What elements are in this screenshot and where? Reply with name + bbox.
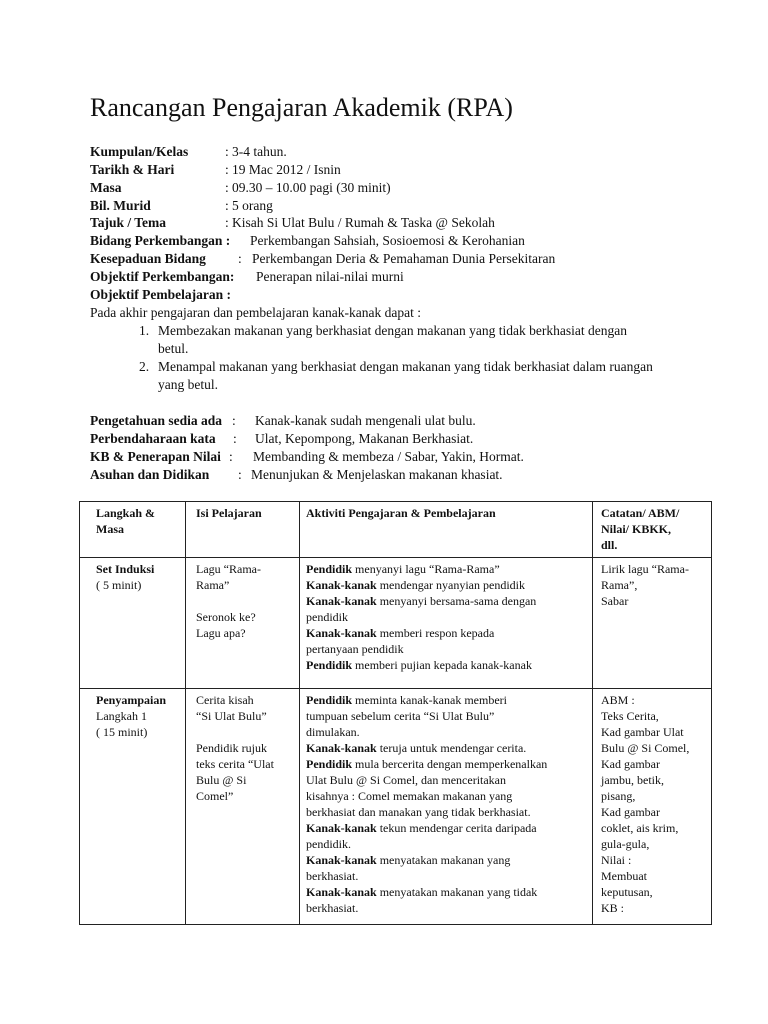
info-line xyxy=(90,286,710,304)
info-label: Kesepaduan Bidang xyxy=(90,251,206,266)
step-name: Penyampaian xyxy=(96,693,167,707)
step-detail: Langkah 1 xyxy=(96,709,147,723)
activity-text: kisahnya : Comel memakan makanan yang xyxy=(306,789,513,803)
activity-text: mendengar nyanyian pendidik xyxy=(376,578,525,592)
objective-text: Membezakan makanan yang berkhasiat dengan makanan yang tidak berkhasiat dengan betul. xyxy=(158,323,627,356)
activity-text: dimulakan. xyxy=(306,725,360,739)
info-line xyxy=(90,214,710,232)
info-value: Perkembangan Deria & Pemahaman Dunia Persekitaran xyxy=(252,251,556,266)
info-colon: : xyxy=(233,431,237,446)
activity-text: berkhasiat. xyxy=(306,869,359,883)
info-colon: : xyxy=(238,467,242,482)
header-catatan xyxy=(593,502,712,558)
activity-text: tumpuan sebelum cerita “Si Ulat Bulu” xyxy=(306,709,495,723)
notes-line: Sabar xyxy=(601,594,629,608)
activity-actor: Pendidik xyxy=(306,693,353,707)
info-line xyxy=(90,197,710,215)
info-label: Masa xyxy=(90,180,122,195)
activity-line xyxy=(306,756,588,772)
info-label: Tajuk / Tema xyxy=(90,215,167,230)
info-label: Perbendaharaan kata xyxy=(90,431,216,446)
activity-actor: Kanak-kanak xyxy=(306,885,377,899)
activity-line xyxy=(306,561,588,577)
content-line: Bulu @ Si xyxy=(196,773,247,787)
objective-text: Menampal makanan yang berkhasiat dengan makanan yang tidak berkhasiat dalam ruangan yang betul. xyxy=(158,359,653,392)
activity-text: memberi pujian kepada kanak-kanak xyxy=(352,658,532,672)
content-line xyxy=(196,724,295,740)
info-value: Kanak-kanak sudah mengenali ulat bulu. xyxy=(255,413,476,428)
activity-text: mula bercerita dengan memperkenalkan xyxy=(352,757,548,771)
notes-line: pisang, xyxy=(601,789,636,803)
info-value: Menunjukan & Menjelaskan makanan khasiat. xyxy=(251,467,503,482)
activity-actor: Kanak-kanak xyxy=(306,741,377,755)
notes-line: Kad gambar xyxy=(601,757,660,771)
activity-text: berkhasiat. xyxy=(306,901,359,915)
info-line xyxy=(90,179,710,197)
activity-actor: Kanak-kanak xyxy=(306,578,377,592)
info-line xyxy=(90,268,710,286)
notes-cell xyxy=(593,689,712,925)
notes-cell xyxy=(593,558,712,689)
activity-actor: Kanak-kanak xyxy=(306,853,377,867)
activity-text: meminta kanak-kanak memberi xyxy=(352,693,507,707)
notes-line: KB : xyxy=(601,901,625,915)
info-colon: : xyxy=(238,251,242,266)
info-label: Objektif Perkembangan: xyxy=(90,269,235,284)
info-value: Kisah Si Ulat Bulu / Rumah & Taska @ Sekolah xyxy=(232,215,495,230)
activity-text: pendidik xyxy=(306,610,348,624)
info-line xyxy=(90,448,710,466)
content-line xyxy=(196,593,295,609)
header-text: Masa xyxy=(96,522,124,536)
activity-text: menyatakan makanan yang xyxy=(376,853,511,867)
info-line xyxy=(90,250,710,268)
activity-line xyxy=(306,657,588,673)
notes-line: Membuat xyxy=(601,869,647,883)
info-value: Ulat, Kepompong, Makanan Berkhasiat. xyxy=(255,431,474,446)
activity-line xyxy=(306,868,588,884)
activity-line xyxy=(306,740,588,756)
notes-line: Bulu @ Si Comel, xyxy=(601,741,690,755)
notes-line: gula-gula, xyxy=(601,837,650,851)
notes-line: coklet, ais krim, xyxy=(601,821,679,835)
activity-line xyxy=(306,772,588,788)
notes-line: Lirik lagu “Rama- xyxy=(601,562,689,576)
header-langkah-masa xyxy=(80,502,186,558)
document-title: Rancangan Pengajaran Akademik (RPA) xyxy=(90,93,513,122)
activity-text: menyatakan makanan yang tidak xyxy=(376,885,538,899)
step-detail: ( 5 minit) xyxy=(96,578,142,592)
info-value: 3-4 tahun. xyxy=(232,144,287,159)
content-line: Rama” xyxy=(196,578,230,592)
info-line xyxy=(90,143,710,161)
notes-line: jambu, betik, xyxy=(601,773,664,787)
activity-actor: Pendidik xyxy=(306,658,353,672)
info-label: Tarikh & Hari xyxy=(90,162,175,177)
content-line: Cerita kisah xyxy=(196,693,254,707)
info-line xyxy=(90,161,710,179)
activity-text: pertanyaan pendidik xyxy=(306,642,404,656)
activity-text: menyanyi bersama-sama dengan xyxy=(376,594,537,608)
content-cell xyxy=(186,689,300,925)
info-label: Kumpulan/Kelas xyxy=(90,144,189,159)
notes-line: Nilai : xyxy=(601,853,632,867)
activity-actor: Kanak-kanak xyxy=(306,821,377,835)
content-line: Comel” xyxy=(196,789,234,803)
content-line: Lagu apa? xyxy=(196,626,246,640)
header-text: Langkah & xyxy=(96,506,156,520)
activity-text: menyanyi lagu “Rama-Rama” xyxy=(352,562,500,576)
content-cell xyxy=(186,558,300,689)
table-row xyxy=(80,689,712,925)
header-text: Catatan/ ABM/ xyxy=(601,506,680,520)
activity-actor: Kanak-kanak xyxy=(306,594,377,608)
activity-cell xyxy=(300,558,593,689)
activity-line xyxy=(306,593,588,609)
info-value: Penerapan nilai-nilai murni xyxy=(256,269,404,284)
objective-intro: Pada akhir pengajaran dan pembelajaran kanak-kanak dapat : xyxy=(90,305,421,320)
header-text: dll. xyxy=(601,538,618,552)
content-line: teks cerita “Ulat xyxy=(196,757,274,771)
activity-line xyxy=(306,836,588,852)
header-text: Nilai/ KBKK, xyxy=(601,522,672,536)
info-value: 09.30 – 10.00 pagi (30 minit) xyxy=(232,180,391,195)
notes-line: ABM : xyxy=(601,693,635,707)
activity-line xyxy=(306,708,588,724)
activity-cell xyxy=(300,689,593,925)
activity-line xyxy=(306,641,588,657)
content-line: Lagu “Rama- xyxy=(196,562,261,576)
content-line: “Si Ulat Bulu” xyxy=(196,709,267,723)
lesson-table xyxy=(79,501,712,925)
info-label: KB & Penerapan Nilai xyxy=(90,449,221,464)
notes-line: Kad gambar Ulat xyxy=(601,725,684,739)
activity-line xyxy=(306,609,588,625)
info-line xyxy=(90,412,710,430)
info-value: 19 Mac 2012 / Isnin xyxy=(232,162,341,177)
activity-text: tekun mendengar cerita daripada xyxy=(376,821,537,835)
header-isi-pelajaran xyxy=(186,502,300,558)
activity-actor: Pendidik xyxy=(306,757,353,771)
activity-line xyxy=(306,884,588,900)
info-line xyxy=(90,466,710,484)
table-header-row xyxy=(80,502,712,558)
activity-line xyxy=(306,577,588,593)
table-row xyxy=(80,558,712,689)
info-label: Pengetahuan sedia ada xyxy=(90,413,223,428)
info-value: 5 orang xyxy=(232,198,273,213)
info-line xyxy=(90,430,710,448)
activity-line xyxy=(306,692,588,708)
activity-text: berkhasiat dan manakan yang tidak berkhasiat. xyxy=(306,805,531,819)
info-colon: : xyxy=(229,449,233,464)
step-cell xyxy=(80,689,186,925)
info-colon: : xyxy=(232,413,236,428)
activity-line xyxy=(306,852,588,868)
header-aktiviti xyxy=(300,502,593,558)
notes-line: Teks Cerita, xyxy=(601,709,659,723)
info-colon: : xyxy=(225,162,229,177)
activity-text: Ulat Bulu @ Si Comel, dan menceritakan xyxy=(306,773,507,787)
info-colon: : xyxy=(225,180,229,195)
info-label: Bil. Murid xyxy=(90,198,151,213)
activity-line xyxy=(306,820,588,836)
objective-number: 2. xyxy=(139,359,150,374)
step-name: Set Induksi xyxy=(96,562,155,576)
notes-line: Kad gambar xyxy=(601,805,660,819)
activity-actor: Pendidik xyxy=(306,562,353,576)
info-value: Membanding & membeza / Sabar, Yakin, Hormat. xyxy=(253,449,524,464)
info-label: Asuhan dan Didikan xyxy=(90,467,210,482)
activity-text: memberi respon kepada xyxy=(376,626,495,640)
step-cell xyxy=(80,558,186,689)
info-colon: : xyxy=(225,198,229,213)
header-text: Aktiviti Pengajaran & Pembelajaran xyxy=(306,506,496,520)
info-value: Perkembangan Sahsiah, Sosioemosi & Kerohanian xyxy=(250,233,525,248)
info-colon: : xyxy=(225,144,229,159)
info-label: Objektif Pembelajaran : xyxy=(90,287,231,302)
activity-line xyxy=(306,788,588,804)
notes-line: keputusan, xyxy=(601,885,653,899)
info-line xyxy=(90,232,710,250)
info-label: Bidang Perkembangan : xyxy=(90,233,231,248)
activity-line xyxy=(306,724,588,740)
activity-line xyxy=(306,804,588,820)
step-detail: ( 15 minit) xyxy=(96,725,148,739)
objective-number: 1. xyxy=(139,323,150,338)
activity-actor: Kanak-kanak xyxy=(306,626,377,640)
header-text: Isi Pelajaran xyxy=(196,506,262,520)
activity-line xyxy=(306,900,588,916)
activity-text: teruja untuk mendengar cerita. xyxy=(376,741,527,755)
activity-line xyxy=(306,625,588,641)
info-colon: : xyxy=(225,215,229,230)
content-line: Pendidik rujuk xyxy=(196,741,267,755)
activity-text: pendidik. xyxy=(306,837,351,851)
notes-line: Rama”, xyxy=(601,578,638,592)
content-line: Seronok ke? xyxy=(196,610,256,624)
